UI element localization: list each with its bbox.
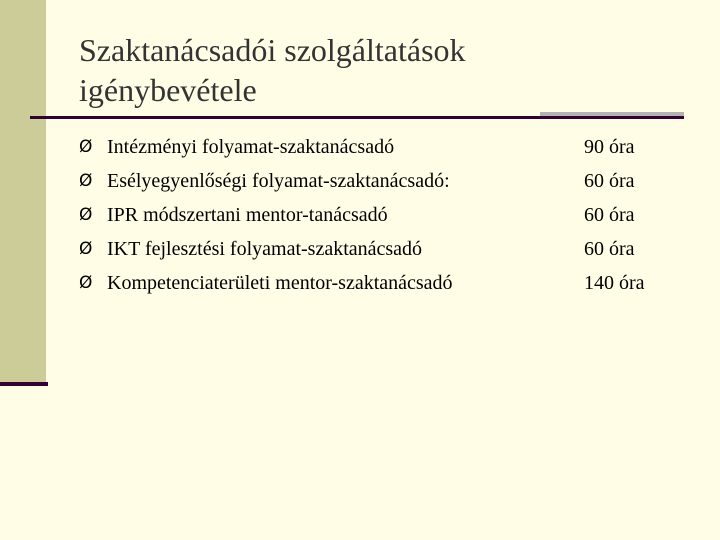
list-item (79, 130, 699, 164)
left-decorative-bar (0, 0, 46, 384)
list-item (79, 266, 699, 300)
service-hours: 90 óra (584, 135, 635, 158)
list-item (79, 198, 699, 232)
service-list (79, 130, 699, 300)
service-label: Intézményi folyamat-szaktanácsadó (107, 135, 395, 158)
service-label: IPR módszertani mentor-tanácsadó (107, 203, 388, 226)
arrow-bullet-icon: Ø (79, 137, 93, 157)
arrow-bullet-icon: Ø (79, 171, 93, 191)
service-label: IKT fejlesztési folyamat-szaktanácsadó (107, 237, 423, 260)
title-divider (30, 116, 684, 119)
service-hours: 60 óra (584, 203, 635, 226)
service-label: Esélyegyenlőségi folyamat-szaktanácsadó: (107, 169, 450, 192)
arrow-bullet-icon: Ø (79, 205, 93, 225)
list-item (79, 232, 699, 266)
arrow-bullet-icon: Ø (79, 273, 93, 293)
service-hours: 60 óra (584, 237, 635, 260)
service-label: Kompetenciaterületi mentor-szaktanácsadó (107, 271, 453, 294)
slide-title-line-2: igénybevétele (79, 72, 257, 108)
left-bar-underline (0, 382, 48, 386)
slide-title (79, 30, 679, 110)
service-hours: 60 óra (584, 169, 635, 192)
arrow-bullet-icon: Ø (79, 239, 93, 259)
service-hours: 140 óra (584, 271, 645, 294)
slide-title-line-1: Szaktanácsadói szolgáltatások (79, 32, 466, 68)
list-item (79, 164, 699, 198)
